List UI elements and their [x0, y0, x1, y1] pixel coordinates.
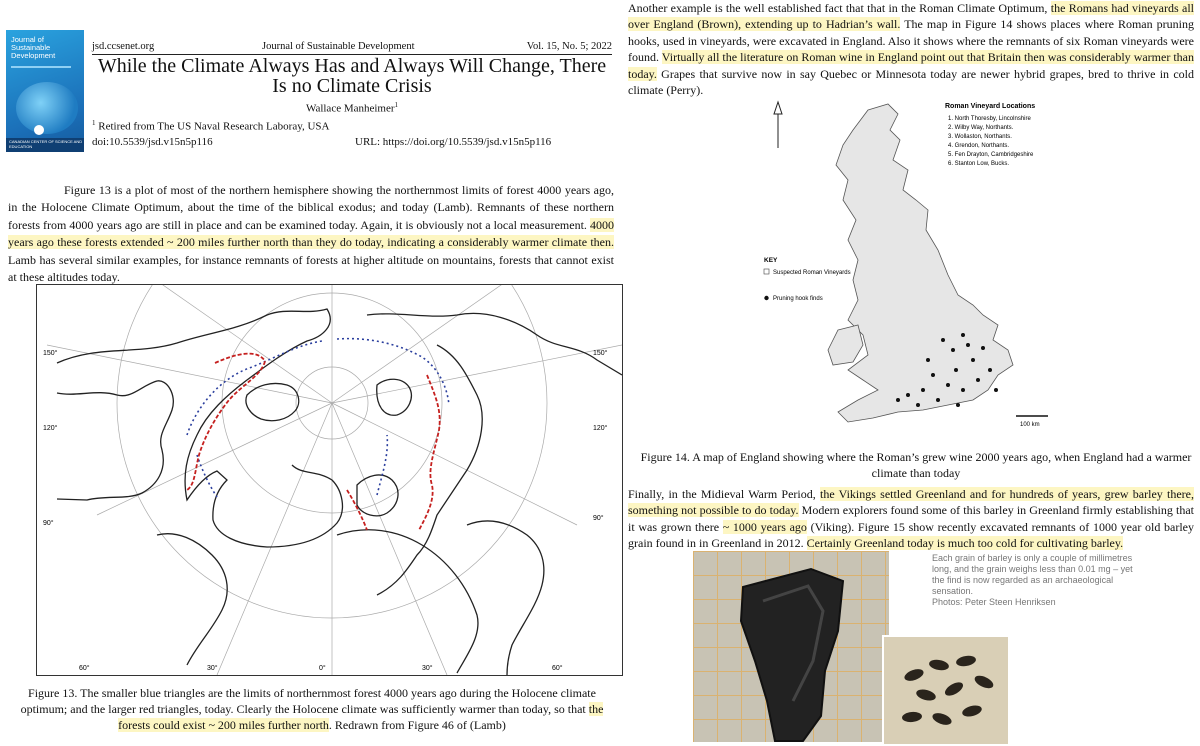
forest-limit-4000-years-ago-blue [187, 339, 449, 497]
cap13-text-a: Figure 13. The smaller blue triangles are the limits of northernmost forest 4000 years ago during the Holocene climate optimum; and the larger red triangles, today. Clearly the Holocene climate was sufficiently warmer than today, so that [20, 686, 596, 716]
legend-title: Roman Vineyard Locations [945, 103, 1036, 110]
lat-label-150-left: 150° [43, 350, 58, 357]
lon-label-0: 0° [319, 665, 326, 672]
vineyard-square-icon [764, 269, 769, 274]
p2-text-b: Modern explorers found some of this barley in Greenland firmly establishing that it was grown there [628, 503, 1194, 534]
barley-grain-image [693, 551, 889, 742]
lon-label-30-left: 30° [207, 665, 218, 672]
article-title: While the Climate Always Has and Always Will Change, There Is no Climate Crisis [97, 55, 607, 97]
p2-text-a: Finally, in the Midieval Warm Period, [628, 487, 820, 501]
journal-volume: Vol. 15, No. 5; 2022 [526, 41, 612, 52]
lat-label-120-left: 120° [43, 425, 58, 432]
barley-photo-caption [932, 553, 1137, 608]
globe-icon [16, 82, 78, 134]
cover-rule [11, 66, 71, 68]
barley-grains-inset-photo [882, 635, 1010, 746]
affiliation [92, 119, 330, 133]
paragraph-greenland-barley [628, 486, 1194, 552]
uk-map-svg [758, 100, 1058, 435]
figure13-polar-map [36, 284, 623, 676]
figure14-roman-vineyard-map [758, 100, 1058, 435]
wales-outline [828, 325, 863, 365]
p2-highlight-2: ~ 1000 years ago [722, 519, 807, 534]
barley-grains-image [884, 637, 1008, 744]
scale-bar [1016, 416, 1048, 428]
cap13-highlight: the forests could exist ~ 200 miles further north [118, 702, 604, 732]
barley-caption-text: Each grain of barley is only a couple of millimetres long, and the grain weighs less than 0.01 mg – yet the find is now regarded as an archaeological sensation. [932, 553, 1133, 596]
p1-text-a: Another example is the well established fact that that in the Roman Climate Optimum, [628, 1, 1051, 15]
photo-credit: Photos: Peter Steen Henriksen [932, 597, 1056, 607]
key-hooks: Pruning hook finds [773, 296, 823, 302]
lat-label-90-left: 90° [43, 520, 54, 527]
p1-highlight-1: the Romans had vineyards all over England (Brown), extending up to Hadrian’s wall. [628, 1, 1194, 32]
lat-label-120-right: 120° [593, 425, 608, 432]
polar-map-svg [37, 285, 622, 675]
publisher-logo-icon [34, 125, 44, 135]
location-1: 1. North Thoresby, Lincolnshire [948, 116, 1031, 122]
graticule [47, 285, 622, 675]
hook-dot-icon [764, 296, 768, 300]
author-sup: 1 [394, 101, 399, 109]
cover-footer-text: CANADIAN CENTER OF SCIENCE AND EDUCATION [9, 139, 83, 149]
paragraph-roman-vineyards [628, 0, 1194, 98]
url-link[interactable]: URL: https://doi.org/10.5539/jsd.v15n5p116 [355, 136, 552, 148]
caption-figure14: Figure 14. A map of England showing where the Roman’s grew wine 2000 years ago, when England had a warmer climate than today [640, 450, 1192, 480]
lat-label-150-right: 150° [593, 350, 608, 357]
caption-figure13 [4, 685, 620, 733]
affil-sup: 1 [92, 119, 96, 127]
p1-highlight-2: Virtually all the literature on Roman wine in England point out that Britain then was considerably warmer than today. [628, 50, 1194, 81]
p1-text-c: Grapes that survive now in say Quebec or Minnesota today are newer hybrid grapes, bred to thrive in cold climate (Perry). [628, 66, 1194, 98]
p2-text-c: (Viking). Figure 15 show recently excavated remnants of 1000 year old barley grain found in in Greenland in 2012. [628, 519, 1195, 551]
journal-name: Journal of Sustainable Development [262, 41, 415, 52]
map-legend [945, 103, 1035, 167]
lon-label-60-left: 60° [79, 665, 90, 672]
running-header [92, 40, 612, 55]
doi-link[interactable]: doi:10.5539/jsd.v15n5p116 [92, 136, 213, 148]
journal-site: jsd.ccsenet.org [92, 41, 155, 52]
para13-highlight: 4000 years ago these forests extended ~ 200 miles further north than they do today, indicating a considerably warmer climate then. [8, 217, 614, 250]
location-3: 3. Wollaston, Northants. [948, 134, 1012, 140]
cap13-text-b: . Redrawn from Figure 46 of (Lamb) [328, 718, 506, 732]
author-name: Wallace Manheimer [305, 102, 395, 115]
lon-label-60-right: 60° [552, 665, 563, 672]
location-5: 5. Fen Drayton, Cambridgeshire [948, 152, 1034, 158]
article-author [92, 101, 612, 115]
key-title: KEY [764, 257, 778, 264]
key-vineyards: Suspected Roman Vineyards [773, 270, 851, 276]
location-2: 2. Wilby Way, Northants. [948, 125, 1014, 131]
lon-label-30-right: 30° [422, 665, 433, 672]
location-6: 6. Stanton Low, Bucks. [948, 161, 1010, 167]
paragraph-figure13 [8, 182, 614, 286]
forest-limit-today-red [187, 354, 440, 530]
p2-highlight-3: Certainly Greenland today is much too cold for cultivating barley. [806, 536, 1124, 551]
lat-label-90-right: 90° [593, 515, 604, 522]
journal-cover [6, 30, 84, 152]
p2-highlight-1: the Vikings settled Greenland and for hundreds of years, grew barley there, something not possible to do today. [628, 487, 1194, 518]
p1-text-b: The map in Figure 14 shows places where Roman pruning hooks, used in vineyards, were excavated in England. Also it shows where the remnants of six Roman vineyards were found. [628, 17, 1195, 65]
coastlines [57, 309, 622, 675]
map-key [764, 257, 851, 302]
barley-grain-photo [693, 551, 889, 742]
affiliation-text: Retired from The US Naval Research Laboray, USA [98, 120, 330, 133]
scale-label: 100 km [1020, 422, 1040, 428]
para13-text-b: Lamb has several similar examples, for instance remnants of forests at higher altitude on mountains, forests that cannot exist at these altitudes today. [8, 252, 614, 285]
para13-text-a: Figure 13 is a plot of most of the northern hemisphere showing the northernmost limits of forest 4000 years ago, in the Holocene Climate Optimum, about the time of the biblical exodus; and today (Lamb). Remnants of these northern forests from 4000 years ago are still in place and can be examined today. Again, it is obviously not a local measurement. [8, 183, 614, 232]
cover-title: Journal of Sustainable Development [11, 35, 56, 60]
location-4: 4. Grendon, Northants. [948, 143, 1010, 149]
north-arrow-icon [774, 102, 782, 148]
